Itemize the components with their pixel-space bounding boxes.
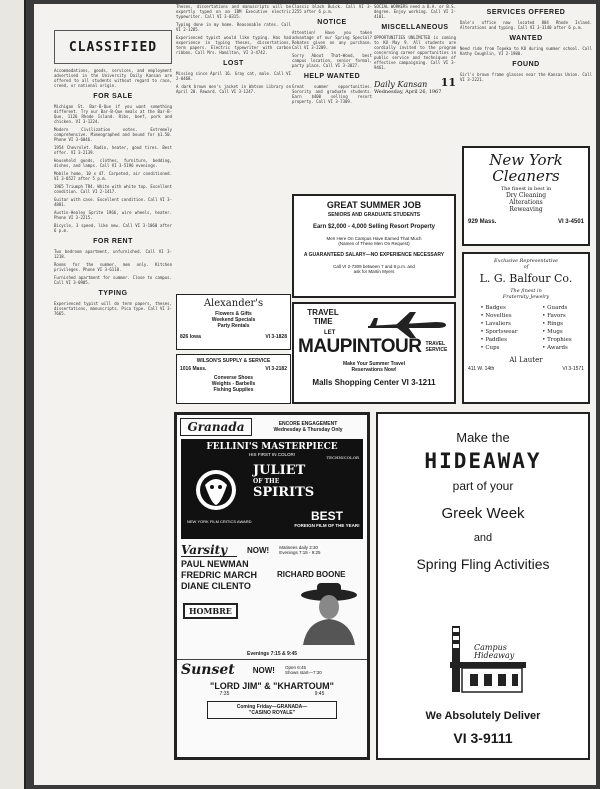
- help-wanted-heading: HELP WANTED: [303, 73, 361, 80]
- cleaners-best: The finest in best in: [500, 186, 552, 192]
- list-item: [480, 336, 517, 344]
- wanted-list: [460, 46, 592, 56]
- part-of-your: part of your: [452, 479, 514, 493]
- juliet-poster: [181, 439, 363, 539]
- jewelry-item: Mugs: [547, 329, 563, 335]
- varsity-now: NOW!: [247, 545, 270, 555]
- jewelry-item: Lavaliers: [485, 321, 511, 327]
- wanted-heading: WANTED: [509, 35, 543, 42]
- bullet-icon: •: [542, 337, 548, 343]
- first-color: HIS FIRST IN COLOR!: [249, 452, 295, 457]
- alexanders-address: 826 Iowa: [180, 334, 201, 340]
- job-salary: A GUARANTEED SALARY—NO EXPERIENCE NECESSARY: [303, 252, 445, 258]
- movie-ad: [174, 412, 370, 760]
- wilsons-line2: Weights - Barbells: [211, 381, 256, 387]
- jewelry-item: Novelties: [485, 313, 512, 319]
- list-item: [542, 312, 572, 320]
- classified-ad: Dale's office now located 804 Rhode Island. Alterations and typing. Call VI 3-3140 after 6 p.m.: [460, 20, 592, 30]
- sunset-open: Open 6:45: [284, 665, 306, 670]
- classified-intro: Accommodations, goods, services, and employment advertised in the University Daily Kansan are offered to all students without regard to race, creed, or national origin.: [54, 68, 172, 88]
- classified-ad: Guitar with case. Excellent condition. Call VI 3-4881.: [54, 197, 172, 207]
- classified-ad: 1965 Triumph TR4. White with white top. Excellent condition. Call VI 2-1417.: [54, 184, 172, 194]
- jewelry-item: Favors: [547, 313, 566, 319]
- list-item: [542, 320, 572, 328]
- best-sub: FOREIGN FILM OF THE YEAR!: [294, 523, 360, 528]
- wilsons-line3: Fishing Supplies: [213, 387, 254, 393]
- hombre-panel: [181, 559, 363, 657]
- list-item: [542, 344, 572, 352]
- jewelry-item: Cups: [485, 345, 500, 351]
- classified-ad: SOCIAL WORKERS need a B.A. or B.S. degree. Enjoy working. Call VI 2-4101.: [374, 4, 456, 19]
- sunset-now: NOW!: [252, 665, 275, 675]
- page-number: 11: [440, 76, 456, 89]
- balfour-of: of: [523, 264, 529, 270]
- for-sale-list: [54, 104, 172, 233]
- classified-ad: OPPORTUNITIES UNLIMITED is coming to KU May 9. All students are cordially invited to the program concerning career opportunities in public service and techniques of effective campaigning. Call VI 3-9461.: [374, 35, 456, 70]
- balfour-address: 411 W. 14th: [468, 366, 495, 372]
- travel-time: TRAVEL TIME: [307, 308, 339, 326]
- issue-date: Wednesday, April 26, 1967: [374, 89, 442, 95]
- balfour-rep: Al Lauter: [509, 356, 543, 364]
- typing-list: [54, 301, 172, 316]
- alexanders-phone: VI 3-1828: [265, 334, 287, 340]
- coming-friday: Coming Friday—GRANADA—: [236, 704, 308, 710]
- cleaners-s3: Reweaving: [509, 206, 543, 213]
- classified-ad: Austin-Healey Sprite 1966, wire wheels, heater. Phone VI 3-2215.: [54, 210, 172, 220]
- list-item: [542, 304, 572, 312]
- classified-ad: Classic black Buick. Call VI 3-2255 after 6 p.m.: [292, 4, 372, 14]
- wilsons-line1: Converse Shoes: [213, 375, 254, 381]
- jewelry-item: Badges: [485, 305, 506, 311]
- list-item: [480, 344, 517, 352]
- typing-heading: TYPING: [98, 290, 128, 297]
- job-title: GREAT SUMMER JOB: [326, 200, 422, 210]
- cleaners-s2: Alterations: [509, 199, 543, 206]
- classified-ad: Sorry About That—Wood, best campus location, senior formal, party place. Call VI 3-3027.: [292, 53, 372, 68]
- jewelry-item: Paddles: [485, 337, 507, 343]
- classified-ad: Experienced typist will do term papers, theses, dissertations, manuscripts. Pica type. Call VI 3-7665.: [54, 301, 172, 316]
- sunset-shows: Shows start—7:30: [284, 670, 322, 675]
- encore-days: Wednesday & Thursday Only: [273, 427, 343, 433]
- job-ask: ask for Martin Myers: [353, 269, 395, 274]
- bullet-icon: •: [542, 321, 548, 327]
- kansan-name: Daily Kansan: [374, 80, 428, 89]
- services-list: [460, 20, 592, 30]
- column-three-top-ads: [292, 4, 372, 14]
- varsity-evenings: Evenings 7:15 - 9:25: [279, 550, 321, 555]
- classified-ad: Attention! Have you taken advantage of our Spring Special? Rebates given on any purchase. Call VI 3-2209.: [292, 30, 372, 50]
- casino-royale: "CASINO ROYALE": [249, 710, 295, 716]
- sunset-logo: Sunset: [181, 662, 235, 678]
- bullet-icon: •: [542, 345, 548, 351]
- new-york-cleaners-ad: [462, 146, 590, 246]
- encore: ENCORE ENGAGEMENT: [278, 421, 338, 427]
- balfour-name: L. G. Balfour Co.: [479, 272, 573, 285]
- lost-ad: A dark brown men's jacket in Watson Library on April 20. Reward. Call VI 3-1247.: [176, 84, 291, 94]
- show-time-2: 9:45: [314, 691, 325, 697]
- campus-hideaway-building: [448, 624, 528, 694]
- classified-ad: Michigan St. Bar-B-Que if you want something different. Try our Bar-B-Que meals at the Bar-B-Que, 1126 Rhode Island. Ribs, beef, pork and chicken. VI 3-1224.: [54, 104, 172, 124]
- reservations: Reservations Now!: [351, 367, 397, 373]
- travel-service: TRAVEL SERVICE: [425, 341, 448, 353]
- notice-list: [292, 30, 372, 68]
- spirit-face-icon: [191, 465, 241, 515]
- wilsons-ad: [176, 354, 291, 404]
- services-heading: SERVICES OFFERED: [486, 9, 566, 16]
- classified-ad: Mobile home, 10 x 47. Carpeted, air conditioned. VI 3-0527 after 5 p.m.: [54, 171, 172, 181]
- and-label: and: [473, 532, 493, 544]
- balfour-left-list: [480, 304, 517, 352]
- list-item: [480, 312, 517, 320]
- classified-ad: Great summer opportunities. Sorority and graduate students. Earn $400 selling resort property. Call VI 3-7309.: [292, 84, 372, 104]
- for-rent-list: [54, 249, 172, 285]
- classified-column: [54, 30, 172, 778]
- list-item: [480, 304, 517, 312]
- richard-boone: RICHARD BOONE: [277, 570, 346, 579]
- bullet-icon: •: [480, 329, 486, 335]
- cowboy-icon: [293, 581, 365, 645]
- jewelry-item: Trophies: [547, 337, 572, 343]
- paul-newman: PAUL NEWMAN: [181, 559, 249, 569]
- classified-banner: CLASSIFIED: [54, 30, 172, 64]
- granada-logo: Granada: [180, 418, 252, 436]
- found-heading: FOUND: [512, 61, 540, 68]
- alexanders-line2: Weekend Specials: [211, 317, 256, 323]
- classified-ad: Two bedroom apartment, unfurnished. Call VI 3-1218.: [54, 249, 172, 259]
- bullet-icon: •: [480, 305, 486, 311]
- adjacent-page-edge: [0, 0, 26, 789]
- newspaper-page: [34, 4, 596, 785]
- classified-ad: Experienced typist would like typing. Has had experience in typing theses, dissertations, term papers. Electric typewriter with carbon ribbon. Call Mrs. Hamilton, VI 3-4742.: [176, 35, 291, 55]
- alexanders-ad: [176, 294, 291, 350]
- lord-jim-khartoum: "LORD JIM" & "KHARTOUM": [210, 681, 334, 691]
- of-the: OF THE: [253, 478, 280, 485]
- balfour-fraternity: Fraternity Jewelry: [502, 294, 550, 300]
- classified-ad: Girl's brown frame glasses near the Kansas Union. Call VI 3-2221.: [460, 72, 592, 82]
- greek-week: Greek Week: [441, 505, 525, 522]
- bullet-icon: •: [480, 345, 486, 351]
- bullet-icon: •: [480, 313, 486, 319]
- found-list: [460, 72, 592, 82]
- malls-shopping: Malls Shopping Center VI 3-1211: [312, 378, 436, 387]
- best-label: BEST: [310, 509, 343, 523]
- wilsons-name: WILSON'S SUPPLY & SERVICE: [196, 358, 271, 364]
- job-subtitle: SENIORS AND GRADUATE STUDENTS: [327, 212, 421, 218]
- classified-ad: 1954 Chevrolet. Radio, heater, good tires. Best offer. VI 3-2139.: [54, 145, 172, 155]
- maupintour-name: MAUPINTOUR: [298, 336, 422, 357]
- miscellaneous-heading: MISCELLANEOUS: [381, 24, 449, 31]
- list-item: [542, 328, 572, 336]
- bullet-icon: •: [480, 337, 486, 343]
- hombre-evenings: Evenings 7:15 & 9:45: [246, 651, 298, 657]
- wilsons-address: 1016 Mass.: [180, 366, 207, 372]
- show-time-1: 7:35: [219, 691, 230, 697]
- alexanders-line1: Flowers & Gifts: [215, 311, 252, 317]
- absolutely-deliver: We Absolutely Deliver: [425, 710, 541, 722]
- varsity-matinees: Matinees daily 2:30: [279, 545, 318, 550]
- column-three: [292, 4, 372, 192]
- summer-job-ad: [292, 194, 456, 298]
- balfour-exclusive: Exclusive Representative: [493, 258, 559, 264]
- bullet-icon: •: [542, 329, 548, 335]
- for-sale-heading: FOR SALE: [93, 93, 133, 100]
- jewelry-item: Guards: [547, 305, 568, 311]
- jewelry-item: Rings: [547, 321, 563, 327]
- hideaway-ad: [376, 412, 590, 760]
- technicolor: TECHNICOLOR: [326, 455, 359, 460]
- spring-fling: Spring Fling Activities: [416, 556, 550, 572]
- balfour-ad: [462, 252, 590, 404]
- make-travel: Make Your Summer Travel: [342, 361, 406, 367]
- fellini-title: FELLINI'S MASTERPIECE: [206, 442, 338, 452]
- lost-heading: LOST: [223, 60, 244, 67]
- help-wanted-list: [292, 84, 372, 104]
- for-rent-heading: FOR RENT: [93, 238, 133, 245]
- jewelry-item: Awards: [547, 345, 568, 351]
- job-call: Call VI 2-7309 between 7 and 8 p.m. and: [333, 264, 415, 269]
- typing-ads: [176, 4, 291, 94]
- classified-ad: Rooms for the summer, men only. Kitchen privileges. Phone VI 3-6118.: [54, 262, 172, 272]
- job-earn: Earn $2,000 - 4,000 Selling Resort Property: [312, 224, 436, 230]
- hideaway-phone: VI 3-9111: [453, 730, 513, 746]
- kansan-folio: [374, 76, 456, 89]
- airplane-icon: [366, 310, 448, 340]
- cleaners-s1: Dry Cleaning: [505, 192, 547, 199]
- column-three-side: [374, 4, 456, 192]
- jewelry-item: Sportswear: [485, 329, 518, 335]
- balfour-phone: VI 3-1571: [562, 366, 584, 372]
- classified-ad: Furnished apartment for summer. Close to campus. Call VI 3-0905.: [54, 275, 172, 285]
- spirits-word: SPIRITS: [253, 485, 315, 500]
- bullet-icon: •: [480, 321, 486, 327]
- job-names: (Names of These Men On Request): [338, 241, 410, 246]
- social-workers-ads: [374, 4, 456, 19]
- wilsons-phone: VI 3-2182: [265, 366, 287, 372]
- cleaners-phone: VI 3-4501: [557, 219, 584, 225]
- classified-ad: Household goods, clothes, furniture, bedding, dishes, and lamps. Call VI 3-5196 evenings.: [54, 158, 172, 168]
- varsity-logo: Varsity: [181, 543, 237, 557]
- bullet-icon: •: [542, 305, 548, 311]
- job-men: Men Here On Campus Have Earned That Much: [326, 236, 422, 241]
- cleaners-address: 929 Mass.: [468, 219, 497, 225]
- juliet-word: JULIET: [253, 463, 306, 478]
- classified-ad: Bicycle, 3 speed, like new. Call VI 3-1060 after 6 p.m.: [54, 223, 172, 233]
- balfour-right-list: [542, 304, 572, 352]
- hombre-title: HOMBRE: [183, 603, 238, 619]
- notice-heading: NOTICE: [317, 19, 347, 26]
- list-item: [542, 336, 572, 344]
- balfour-finest: The finest in: [510, 288, 542, 294]
- list-item: [480, 320, 517, 328]
- list-item: [480, 328, 517, 336]
- lost-ad: Missing since April 16. Gray cat, male. Call VI 2-0468.: [176, 71, 291, 81]
- classified-ad: Typing done in my home. Reasonable rates. Call VI 2-1285.: [176, 22, 291, 32]
- classified-ad: Theses, dissertations and manuscripts will be expertly typed on an IBM Executive electric typewriter. Call VI 3-0315.: [176, 4, 291, 19]
- let-label: LET: [324, 330, 336, 336]
- classified-ad: Modern Civilization notes. Extremely comprehensive. Mimeographed and bound for $1.50. Phone VI 3-6046.: [54, 127, 172, 142]
- classified-ad: Need ride from Topeka to KU during summer school. Call Kathy Coughlin, VI 2-1980.: [460, 46, 592, 56]
- cleaners-name: New York Cleaners: [489, 151, 563, 185]
- critics-award: NEW YORK FILM CRITICS AWARD: [187, 519, 252, 524]
- make-the: Make the: [456, 430, 510, 445]
- hideaway-sign: Hideaway: [474, 651, 515, 660]
- diane-cilento: DIANE CILENTO: [181, 581, 251, 591]
- bullet-icon: •: [542, 313, 548, 319]
- miscellaneous-list: [374, 35, 456, 70]
- alexanders-line3: Party Rentals: [217, 323, 250, 329]
- campus-sign: Campus: [474, 643, 507, 652]
- fredric-march: FREDRIC MARCH: [181, 570, 257, 580]
- alexanders-name: Alexander's: [203, 298, 264, 309]
- maupintour-ad: [292, 302, 456, 404]
- hideaway-name: HIDEAWAY: [424, 449, 542, 473]
